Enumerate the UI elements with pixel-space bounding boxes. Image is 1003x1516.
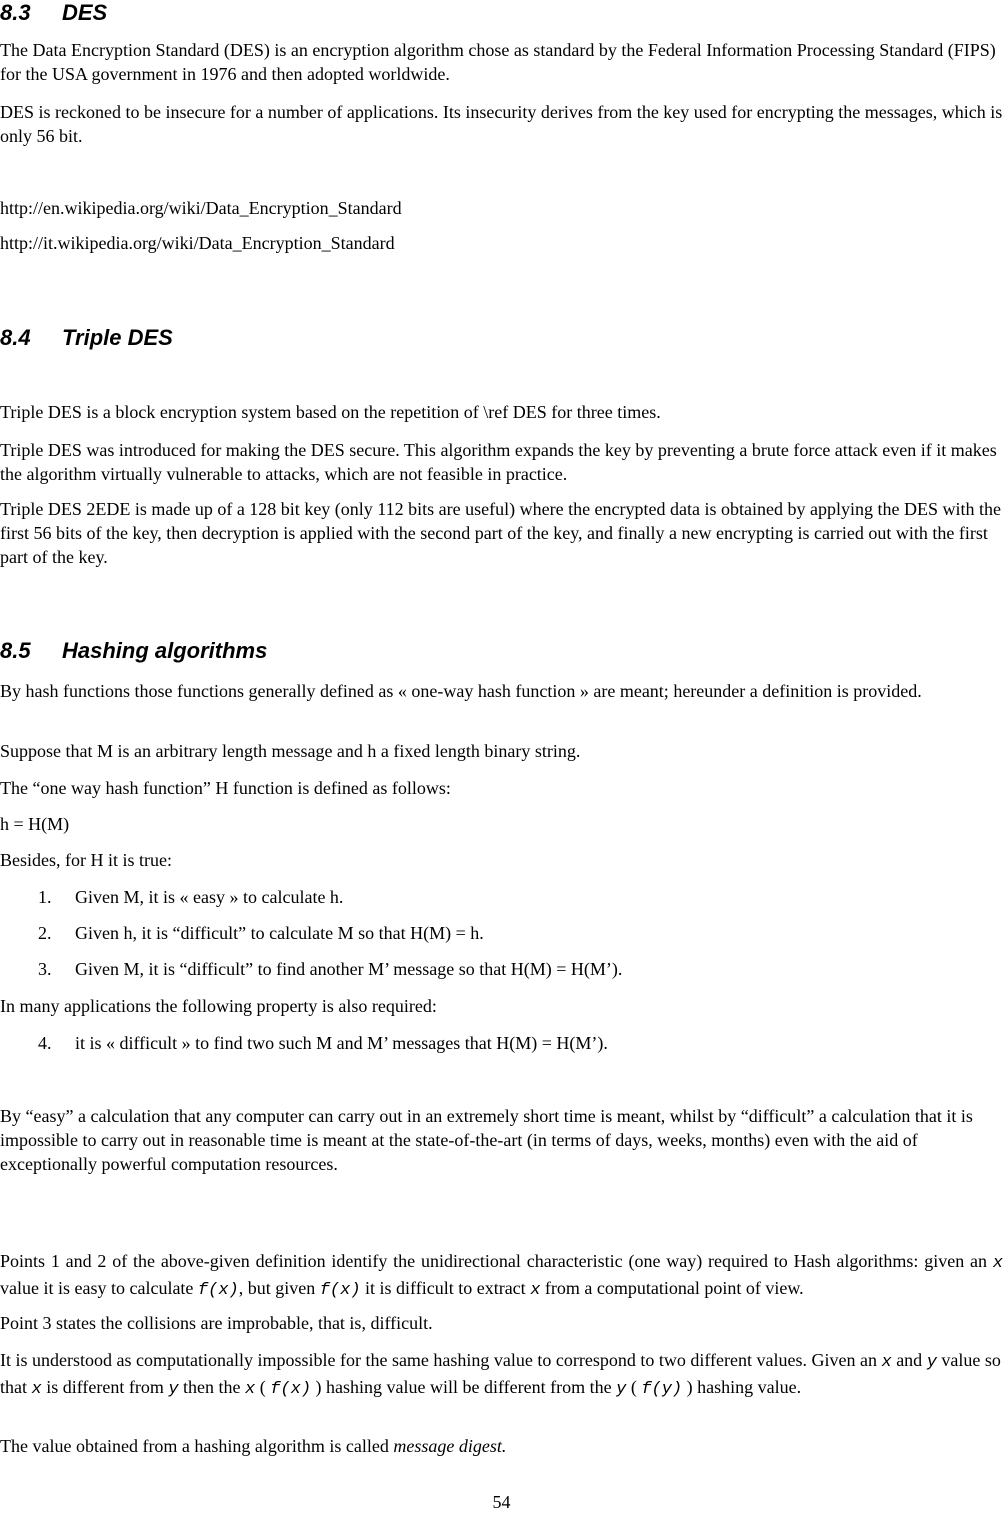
paragraph: Besides, for H it is true: [0,850,172,870]
paragraph [0,1434,1003,1458]
code-variable: x [245,1380,256,1399]
paragraph: The “one way hash function” H function is defined as follows: [0,778,451,798]
text-run: is different from [41,1377,169,1397]
code-variable: y [168,1380,179,1399]
code-function: f(x) [270,1380,312,1399]
code-variable: x [530,1281,541,1300]
code-function: f(y) [641,1380,683,1399]
list-text: Given M, it is « easy » to calculate h. [75,887,344,907]
section-title: DES [62,0,108,25]
list-number: 3. [38,959,52,979]
text-run: ( [255,1377,271,1397]
paragraph: DES is reckoned to be insecure for a number of applications. Its insecurity derives from the key used for encrypting the messages, which is only 56 bit. [0,102,1003,146]
section-heading-des [0,0,107,26]
code-variable: y [926,1353,937,1372]
emphasized-term: message digest. [393,1436,507,1456]
section-number: 8.5 [0,638,31,663]
code-function: f(x) [319,1281,361,1300]
reference-link[interactable]: http://it.wikipedia.org/wiki/Data_Encryption_Standard [0,233,395,253]
text-run: and [891,1350,927,1370]
section-title: Triple DES [62,325,173,350]
section-number: 8.3 [0,0,31,25]
list-number: 2. [38,923,52,943]
list-text: Given M, it is “difficult” to find another M’ message so that H(M) = H(M’). [75,959,623,979]
text-run: it is difficult to extract [360,1278,531,1298]
paragraph: The Data Encryption Standard (DES) is an encryption algorithm chose as standard by the Federal Information Processing Standard (FIPS) for the USA government in 1976 and then adopted worldwide. [0,40,996,84]
code-variable: x [31,1380,42,1399]
page-number: 54 [492,1492,511,1512]
code-function: f(x) [197,1281,239,1300]
list-text: it is « difficult » to find two such M and M’ messages that H(M) = H(M’). [75,1033,608,1053]
reference-link[interactable]: http://en.wikipedia.org/wiki/Data_Encryption_Standard [0,198,402,218]
text-run: from a computational point of view. [540,1278,804,1298]
paragraph [0,1249,1003,1303]
text-run: ) hashing value. [682,1377,802,1397]
section-number: 8.4 [0,325,31,350]
paragraph: Triple DES was introduced for making the DES secure. This algorithm expands the key by preventing a brute force attack even if it makes the algorithm virtually vulnerable to attacks, which are not feasible in practice. [0,440,997,484]
text-run: ) hashing value will be different from the [311,1377,617,1397]
text-run: value it is easy to calculate [0,1278,198,1298]
paragraph: By “easy” a calculation that any computer can carry out in an extremely short time is meant, whilst by “difficult” a calculation that it is impossible to carry out in reasonable time is meant at the state-of-the-art (in terms of days, weeks, months) even with the aid of exceptionally powerful computation resources. [0,1106,973,1174]
text-run: It is understood as computationally impossible for the same hashing value to correspond to two different values. Given an [0,1350,882,1370]
list-text: Given h, it is “difficult” to calculate M so that H(M) = h. [75,923,484,943]
text-run: The value obtained from a hashing algorithm is called [0,1436,394,1456]
paragraph: Point 3 states the collisions are improbable, that is, difficult. [0,1313,433,1333]
list-number: 4. [38,1033,52,1053]
paragraph: Suppose that M is an arbitrary length message and h a fixed length binary string. [0,741,581,761]
text-run: , but given [238,1278,320,1298]
text-run: ( [626,1377,642,1397]
text-run: value so that [0,1350,1001,1397]
code-variable: x [992,1254,1003,1273]
paragraph: Triple DES 2EDE is made up of a 128 bit key (only 112 bits are useful) where the encrypted data is obtained by applying the DES with the first 56 bits of the key, then decryption is applied with the second part of the key, and finally a new encrypting is carried out with the first part of the key. [0,499,1001,567]
section-title: Hashing algorithms [62,638,268,663]
section-heading-triple-des [0,325,173,351]
code-variable: x [881,1353,892,1372]
section-heading-hashing [0,638,267,664]
paragraph: By hash functions those functions generally defined as « one-way hash function » are meant; hereunder a definition is provided. [0,681,922,701]
paragraph: Triple DES is a block encryption system based on the repetition of \ref DES for three times. [0,402,661,422]
paragraph: In many applications the following property is also required: [0,996,437,1016]
formula: h = H(M) [0,814,70,834]
text-run: Points 1 and 2 of the above-given definition identify the unidirectional characteristic (one way) required to Hash algorithms: given an [0,1251,993,1271]
code-variable: y [616,1380,627,1399]
list-number: 1. [38,887,52,907]
text-run: then the [178,1377,246,1397]
paragraph [0,1348,1003,1402]
